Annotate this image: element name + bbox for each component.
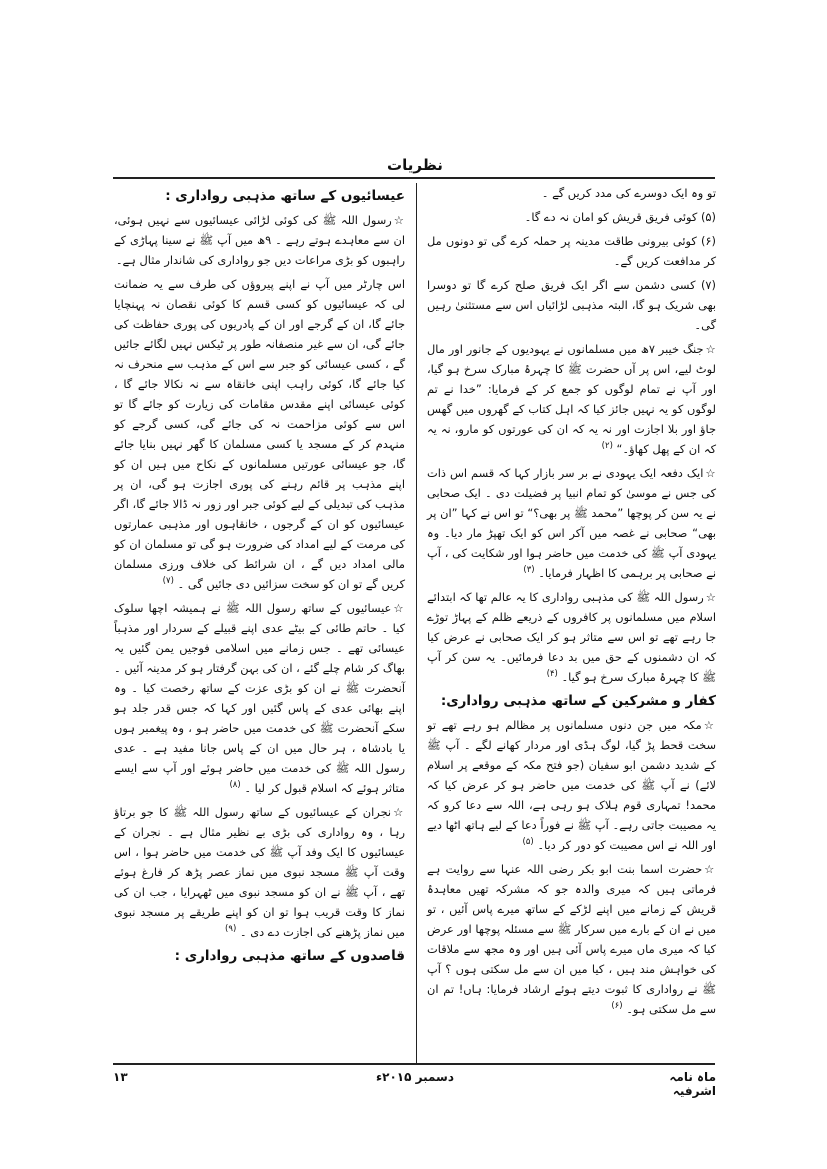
paragraph: ☆رسول اللہ ﷺ کی کوئی لڑائی عیسائیوں سے نہیں ہوئی، ان سے معاہدے ہوتے رہے ۔ ۹ھ میں آپ ﷺ نے سینا پہاڑی کے راہبوں کو بڑی مراعات دیں جو رواداری کی شاندار مثال ہے۔ (114, 213, 406, 267)
paragraph: ☆نجران کے عیسائیوں کے ساتھ رسول اللہ ﷺ کا جو برتاؤ رہا ، وہ رواداری کی بڑی بے نظیر مثال ہے ۔ نجران کے عیسائیوں کا ایک وفد آپ ﷺ کی خدمت میں حاضر ہوا ، اس وقت آپ ﷺ مسجد نبوی میں نماز عصر پڑھ کر فارغ ہوئے تھے ، آپ ﷺ نے ان کو مسجد نبوی میں ٹھہرایا ، جب ان کی نماز کا وقت قریب ہوا تو ان کو اپنے طریقے پر مسجد نبوی میں نماز پڑھنے کی اجازت دے دی ۔ $^{(۹)}$ (114, 805, 405, 939)
paragraph: (۶) کوئی بیرونی طاقت مدینہ پر حملہ کرے گی تو دونوں مل کر مدافعت کریں گے۔ (427, 234, 716, 268)
star-icon: ☆ (704, 862, 716, 876)
section-heading: کفار و مشرکین کے ساتھ مذہبی رواداری: (440, 693, 716, 709)
footer-magazine-name: ماہ نامہ اشرفیہ (669, 1070, 716, 1098)
paragraph: (۵) کوئی فریق قریش کو امان نہ دے گا۔ (524, 210, 716, 224)
page-header-title: نظریات (387, 156, 443, 174)
paragraph: ☆رسول اللہ ﷺ کی مذہبی رواداری کا یہ عالم تھا کہ ابتدائے اسلام میں مسلمانوں پر کافروں کے ذریعے ظلم کے پہاڑ توڑے جا رہے تھے تو اس سے متاثر ہو کر ایک صحابی نے عرض کیا کہ ان دشمنوں کے حق میں بد دعا فرمائیں۔ یہ سن کر آپ ﷺ کا چہرۂ مبارک سرخ ہو گیا۔ $^{(۴)}$ (427, 590, 716, 684)
paragraph: ☆حضرت اسما بنت ابو بکر رضی اللہ عنہا سے روایت ہے فرماتی ہیں کہ میری والدہ جو کہ مشرکہ تھیں معاہدۂ قریش کے زمانے میں اپنے لڑکے کے ساتھ میرے پاس آئیں ، تو میں نے ان کے بارے میں سرکار ﷺ سے مسئلہ پوچھا اور عرض کیا کہ میری ماں میرے پاس آئی ہیں اور وہ مجھ سے ملاقات کی خواہش مند ہیں ، کیا میں ان سے مل سکتی ہوں ؟ آپ ﷺ نے رواداری کا ثبوت دیتے ہوئے ارشاد فرمایا: ہاں! تم ان سے مل سکتی ہو۔ $^{(۶)}$ (427, 862, 716, 1016)
paragraph: ☆عیسائیوں کے ساتھ رسول اللہ ﷺ نے ہمیشہ اچھا سلوک کیا ۔ حاتم طائی کے بیٹے عدی اپنے قبیلے کے سردار اور مذہباً عیسائی تھے ۔ جس زمانے میں اسلامی فوجیں یمن گئیں یہ بھاگ کر شام چلے گئے ، ان کی بہن گرفتار ہو کر مدینہ آئیں ۔ آنحضرت ﷺ نے ان کو بڑی عزت کے ساتھ رخصت کیا ۔ وہ اپنے بھائی عدی کے پاس گئیں اور کہا کہ جس قدر جلد ہو سکے آنحضرت ﷺ کی خدمت میں حاضر ہو ، وہ پیغمبر ہوں یا بادشاہ ، ہر حال میں ان کے پاس جانا مفید ہے ۔ عدی رسول اللہ ﷺ کی خدمت میں حاضر ہوئے اور آپ سے ایسے متاثر ہوئے کہ اسلام قبول کر لیا ۔ $^{(۸)}$ (114, 601, 405, 795)
section-heading: عیسائیوں کے ساتھ مذہبی رواداری : (165, 188, 405, 204)
paragraph: اس چارٹر میں آپ نے اپنے پیروؤں کی طرف سے یہ ضمانت لی کہ عیسائیوں کو کسی قسم کا کوئی نقصان نہ پہنچایا جائے گا، ان کے گرجے اور ان کے پادریوں کی پوری حفاظت کی جائے گی، ان سے غیر منصفانہ طور پر ٹیکس نہیں لگائے جائیں گے ، کسی عیسائی کو جبر سے اس کے مذہب سے منحرف نہ کیا جائے گا، کوئی راہب اپنی خانقاہ سے نہ نکالا جائے گا ، کوئی عیسائی اپنے مقدس مقامات کی زیارت کو جائے گا تو اس سے کوئی مزاحمت نہ کی جائے گی، کسی گرجے کو منہدم کر کے مسجد یا کسی مسلمان کا گھر نہیں بنایا جائے گا، جو عیسائی عورتیں مسلمانوں کے نکاح میں ہیں ان کو اپنے مذہب پر قائم رہنے کی پوری اجازت ہو گی، ان پر مذہب کی تبدیلی کے لیے کوئی جبر اور زور نہ ڈالا جائے گا، اگر عیسائیوں کو ان کے گرجوں ، خانقاہوں اور مذہبی عمارتوں کی مرمت کے لیے امداد کی ضرورت ہو گی تو مسلمان ان کو مالی امداد دیں گے ، ان شرائط کی خلاف ورزی مسلمان کریں گے تو ان کو سخت سزائیں دی جائیں گی ۔ $^{(۷)}$ (114, 277, 405, 591)
footer-issue-date: دسمبر ۲۰۱۵ء (376, 1070, 454, 1084)
footnote-ref: (۲) (601, 441, 613, 452)
right-column (427, 183, 716, 1023)
section-heading: قاصدوں کے ساتھ مذہبی رواداری : (174, 948, 405, 964)
page-number: ۱۳ (113, 1070, 128, 1084)
footnote-ref: (۷) (162, 576, 174, 587)
left-column (114, 183, 405, 970)
column-divider (416, 183, 417, 1063)
footnote-ref: (۹) (225, 924, 237, 935)
header-rule (113, 177, 715, 179)
footnote-ref: (۶) (611, 1001, 623, 1012)
paragraph: تو وہ ایک دوسرے کی مدد کریں گے ۔ (541, 186, 716, 200)
star-icon: ☆ (705, 466, 716, 480)
paragraph: ☆ایک دفعہ ایک یہودی نے بر سر بازار کہا کہ قسم اس ذات کی جس نے موسیٰ کو تمام انبیا پر فضیلت دی ۔ ایک صحابی نے یہ سن کر پوچھا ”محمد ﷺ پر بھی؟“ تو اس نے کہا ”ان پر بھی“ صحابی نے غصہ میں آکر اس کو ایک تھپڑ مار دیا۔ وہ یہودی آپ ﷺ کی خدمت میں حاضر ہوا اور شکایت کی ، آپ نے صحابی پر برہمی کا اظہار فرمایا۔ $^{(۳)}$ (427, 466, 716, 580)
star-icon: ☆ (393, 213, 405, 227)
star-icon: ☆ (705, 590, 716, 604)
star-icon: ☆ (703, 718, 716, 732)
star-icon: ☆ (393, 805, 405, 819)
star-icon: ☆ (705, 342, 716, 356)
star-icon: ☆ (393, 601, 405, 615)
footnote-ref: (۳) (523, 565, 535, 576)
footer-rule (113, 1063, 715, 1065)
paragraph: (۷) کسی دشمن سے اگر ایک فریق صلح کرے گا تو دوسرا بھی شریک ہو گا، البتہ مذہبی لڑائیاں اس سے مستثنیٰ رہیں گی۔ (427, 278, 716, 332)
paragraph: ☆جنگ خیبر ۷ھ میں مسلمانوں نے یہودیوں کے جانور اور مال لوٹ لیے، اس پر آں حضرت ﷺ کا چہرۂ مبارک سرخ ہو گیا، اور آپ نے تمام لوگوں کو جمع کر کے فرمایا: ”خدا نے تم لوگوں کو یہ نہیں جائز کیا کہ اہل کتاب کے گھروں میں گھس جاؤ اور بلا اجازت اور نہ یہ کہ ان کی عورتوں کو مارو، نہ یہ کہ ان کے پھل کھاؤ۔“ $^{(۲)}$ (427, 342, 716, 456)
paragraph: ☆مکہ میں جن دنوں مسلمانوں پر مظالم ہو رہے تھے تو سخت قحط پڑ گیا، لوگ ہڈی اور مردار کھانے لگے ۔ آپ ﷺ کے شدید دشمن ابو سفیان (جو فتح مکہ کے موقعے پر اسلام لائے) نے آپ ﷺ کی خدمت میں حاضر ہو کر عرض کیا کہ محمد! تمہاری قوم ہلاک ہو رہی ہے، اللہ سے دعا کرو کہ یہ مصیبت جاتی رہے۔ آپ ﷺ نے فوراً دعا کے لیے ہاتھ اٹھا دیے اور اللہ نے اس مصیبت کو دور کر دیا۔ $^{(۵)}$ (427, 718, 716, 852)
footnote-ref: (۴) (546, 669, 558, 680)
footnote-ref: (۵) (522, 837, 534, 848)
footnote-ref: (۸) (229, 780, 241, 791)
